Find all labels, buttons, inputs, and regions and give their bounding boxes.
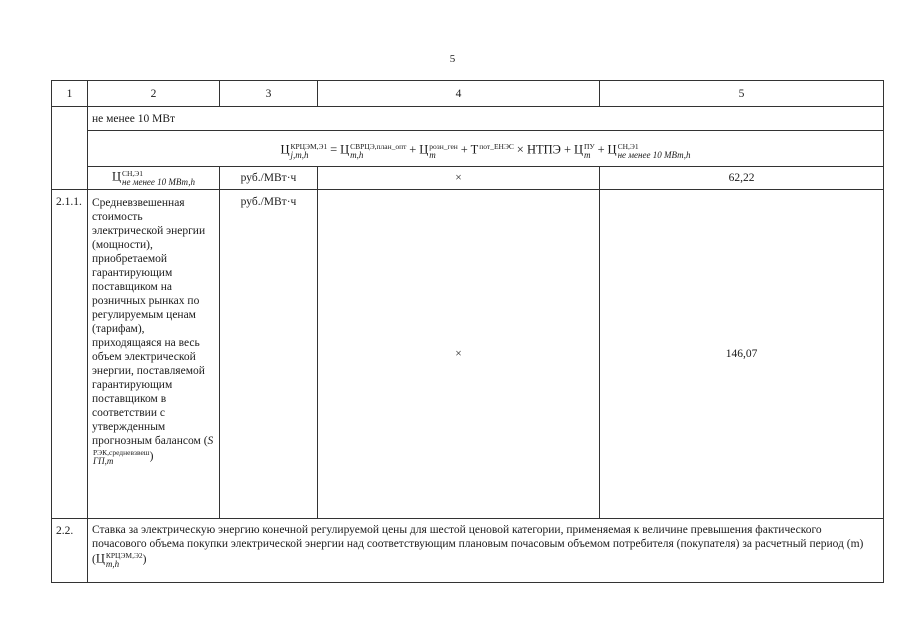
formula-eq: = [330, 142, 338, 157]
header-col-4: 4 [318, 81, 600, 107]
row-2-1-1-unit: руб./МВт·ч [220, 190, 318, 519]
formula-t2-sub: m [429, 149, 436, 160]
row-min10-label-cell: не менее 10 МВт [88, 107, 884, 131]
row-2-2-sup: КРЦЭМ,Э2 [105, 551, 143, 560]
formula-t2-sup: розн_ген [429, 141, 458, 151]
row-2-1-1-number: 2.1.1. [52, 190, 88, 519]
formula-t3-sup: пот_ЕНЭС [479, 141, 514, 151]
formula-t5-sup: СН,Э1 [617, 141, 639, 151]
formula-times: × НТПЭ + [516, 142, 572, 157]
unit-row-sup: СН,Э1 [122, 169, 144, 178]
formula-lhs-sup: КРЦЭМ,Э1 [290, 141, 328, 151]
row-2-1-1-symbol: S [207, 435, 214, 447]
header-col-1: 1 [52, 81, 88, 107]
price-formula [280, 142, 690, 160]
row-2-1-1-sup: РЭК,средневзвеш [93, 448, 150, 457]
formula-lhs-symbol: Ц [280, 142, 290, 157]
unit-row-unit: руб./МВт·ч [220, 167, 318, 190]
formula-t1-symbol: Ц [340, 142, 350, 157]
unit-row [52, 167, 884, 190]
unit-row-symbol: Ц [111, 169, 122, 184]
row-2-2-symbol: Ц [95, 551, 105, 566]
row-2-1-1-value: 146,07 [600, 190, 884, 519]
formula-t2-symbol: Ц [419, 142, 429, 157]
header-col-3: 3 [220, 81, 318, 107]
unit-row-sub: не менее 10 МВт,h [122, 177, 195, 187]
formula-row [52, 131, 884, 167]
formula-t1-sup: СВРЦЭ,план_опт [350, 141, 407, 151]
formula-t4-sub: m [584, 149, 591, 160]
row-min10-number-cell [52, 107, 88, 190]
formula-t3-symbol: Т [470, 142, 479, 157]
row-2-2-text-cell: Ставка за электрическую энергию конечной регулируемой цены для шестой ценовой категории, применяемая к величине превышения фактического почасового объема покупки электрической энергии над соответствующим плановым почасовым объемом потребителя (покупателя) за расчетный период (m) (Ц КРЦЭМ,Э2 m,h ) [88, 519, 884, 583]
formula-plus-1: + [409, 142, 417, 157]
formula-plus-3: + [597, 142, 605, 157]
row-2-1-1-col4: × [318, 190, 600, 519]
formula-t5-sub: не менее 10 МВт,h [617, 149, 691, 160]
row-2-1-1-sub: ГП,m [93, 456, 114, 466]
row-2-1-1 [52, 190, 884, 519]
header-row [52, 81, 884, 107]
unit-row-col4: × [318, 167, 600, 190]
unit-row-value: 62,22 [600, 167, 884, 190]
row-2-2-sub: m,h [105, 559, 120, 569]
header-col-5: 5 [600, 81, 884, 107]
row-2-2-number: 2.2. [52, 519, 88, 583]
formula-t5-symbol: Ц [607, 142, 617, 157]
formula-lhs-sub: j,m,h [290, 149, 309, 160]
row-2-2 [52, 519, 884, 583]
row-min10-label [52, 107, 884, 131]
page-number: 5 [449, 53, 456, 65]
formula-cell [88, 131, 884, 167]
tariff-table [51, 80, 884, 583]
header-col-2: 2 [88, 81, 220, 107]
formula-t1-sub: m,h [350, 149, 364, 160]
formula-t4-sup: ПУ [584, 141, 595, 151]
row-2-2-text: Ставка за электрическую энергию конечной регулируемой цены для шестой ценовой категории, применяемая к величине превышения фактического почасового объема покупки электрической энергии над соответствующим плановым почасовым объемом потребителя (покупателя) за расчетный период (m) [92, 524, 864, 550]
unit-row-symbol-cell [88, 167, 220, 190]
row-2-1-1-description: Средневзвешенная стоимость электрической энергии (мощности), приобретаемой гарантирующим поставщиком на розничных рынках по регулируемым ценам (тарифам), приходящаяся на весь объем электрической энергии, поставляемой гарантирующим поставщиком в соответствии с утвержденным прогнозным балансом [92, 197, 206, 447]
formula-t4-symbol: Ц [573, 142, 583, 157]
formula-plus-2: + [460, 142, 468, 157]
row-2-1-1-description-cell: Средневзвешенная стоимость электрической энергии (мощности), приобретаемой гарантирующим поставщиком на розничных рынках по регулируемым ценам (тарифам), приходящаяся на весь объем электрической энергии, поставляемой гарантирующим поставщиком в соответствии с утвержденным прогнозным балансом (S РЭК,средневзвеш ГП,m ) [88, 190, 220, 519]
